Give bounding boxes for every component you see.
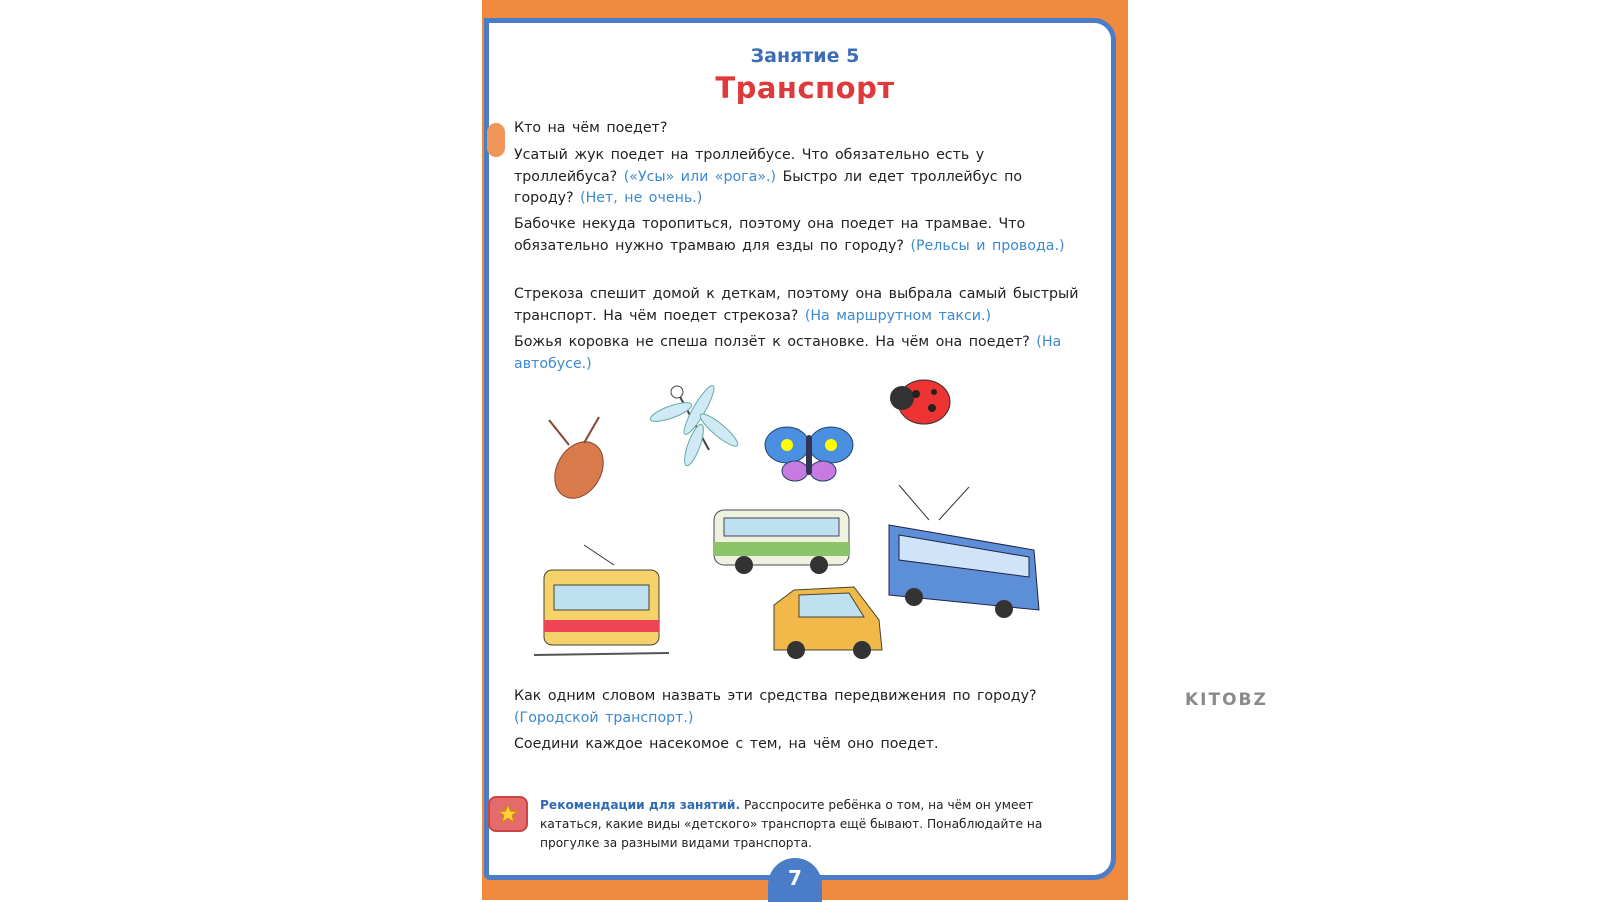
question-butterfly: Бабочке некуда торопиться, поэтому она поедет на трамвае. Что обязательно нужно трамваю для езды по городу? (Рельсы и провода.) [514,216,1065,254]
question-beetle: Усатый жук поедет на троллейбусе. Что обязательно есть у троллейбуса? («Усы» или «рога».) Быстро ли едет троллейбус по городу? (Нет, не очень.) [514,147,1023,206]
question-intro: Кто на чём поедет? [514,120,668,136]
ladybug-picture [890,380,950,424]
task-connect: Соедини каждое насекомое с тем, на чём оно поедет. [514,736,939,752]
illustration [484,370,1104,690]
page-title: Транспорт [715,71,895,105]
dragonfly-picture [648,383,741,468]
question-dragonfly: Стрекоза спешит домой к деткам, поэтому она выбрала самый быстрый транспорт. На чём поедет стрекоза? (На маршрутном такси.) [514,286,1079,324]
lesson-number: Занятие 5 [750,45,860,67]
trolleybus-picture [889,485,1039,618]
minibus-picture [774,587,882,659]
section-marker [487,123,505,157]
bus-picture [714,510,849,574]
beetle-picture [545,417,613,507]
question-ladybug: Божья коровка не спеша ползёт к остановке. На чём она поедет? (На автобусе.) [514,334,1062,372]
star-icon [488,796,528,832]
tram-picture [534,545,669,655]
watermark-logo: KITOBZ [1185,690,1268,710]
butterfly-picture [765,427,853,481]
page-number: 7 [768,858,822,902]
recommendation-note: Рекомендации для занятий. Расспросите ребёнка о том, на чём он умеет кататься, какие виды «детского» транспорта ещё бывают. Понаблюдайте на прогулке за разными видами транспорта. [540,798,1043,850]
question-summary: Как одним словом назвать эти средства передвижения по городу? (Городской транспорт.) [514,688,1037,726]
